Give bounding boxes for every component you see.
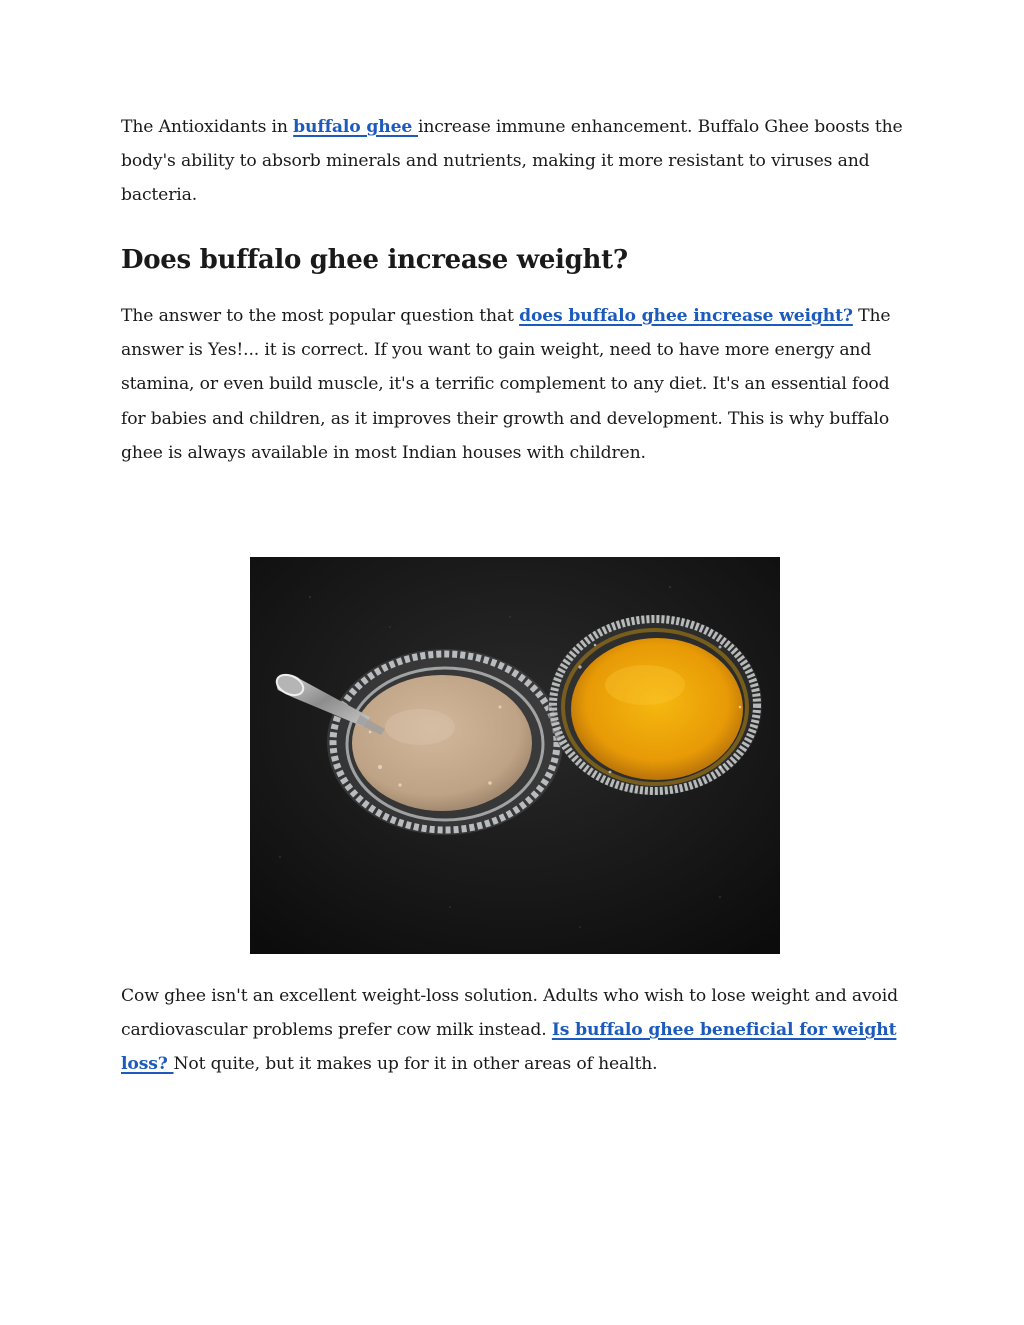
increase-weight-link[interactable]: does buffalo ghee increase weight? [519, 306, 853, 326]
weight-loss-link[interactable]: Is buffalo ghee beneficial for weight loss? [121, 1020, 897, 1075]
section-heading: Does buffalo ghee increase weight? [121, 245, 628, 275]
para1-text-before: The Antioxidants in [121, 117, 294, 137]
para2-text-before: The answer to the most popular question that [121, 306, 520, 326]
para2-text-after: The answer is Yes!... it is correct. If you want to gain weight, need to have more energy and stamina, or even build muscle, it's a terrific complement to any diet. It's an essential food for babies and children, as it improves their growth and development. This is why buffalo ghee is always available in most Indian houses with children. [121, 306, 891, 463]
para3-text-before: Cow ghee isn't an excellent weight-loss solution. Adults who wish to lose weight and avoid cardiovascular problems prefer cow milk instead. [121, 986, 898, 1041]
paragraph-cow-ghee [121, 979, 911, 1082]
yellow-ghee-bowl [548, 615, 762, 795]
buffalo-ghee-link[interactable]: buffalo ghee [293, 117, 418, 137]
paragraph-antioxidants [121, 110, 911, 213]
paragraph-weight-answer [121, 299, 911, 470]
ghee-bowls-photo [250, 557, 780, 954]
para3-text-after: Not quite, but it makes up for it in other areas of health. [173, 1054, 658, 1075]
para1-text-after: increase immune enhancement. Buffalo Ghee boosts the body's ability to absorb minerals and nutrients, making it more resistant to viruses and bacteria. [121, 117, 903, 206]
pale-ghee-bowl [327, 649, 563, 835]
